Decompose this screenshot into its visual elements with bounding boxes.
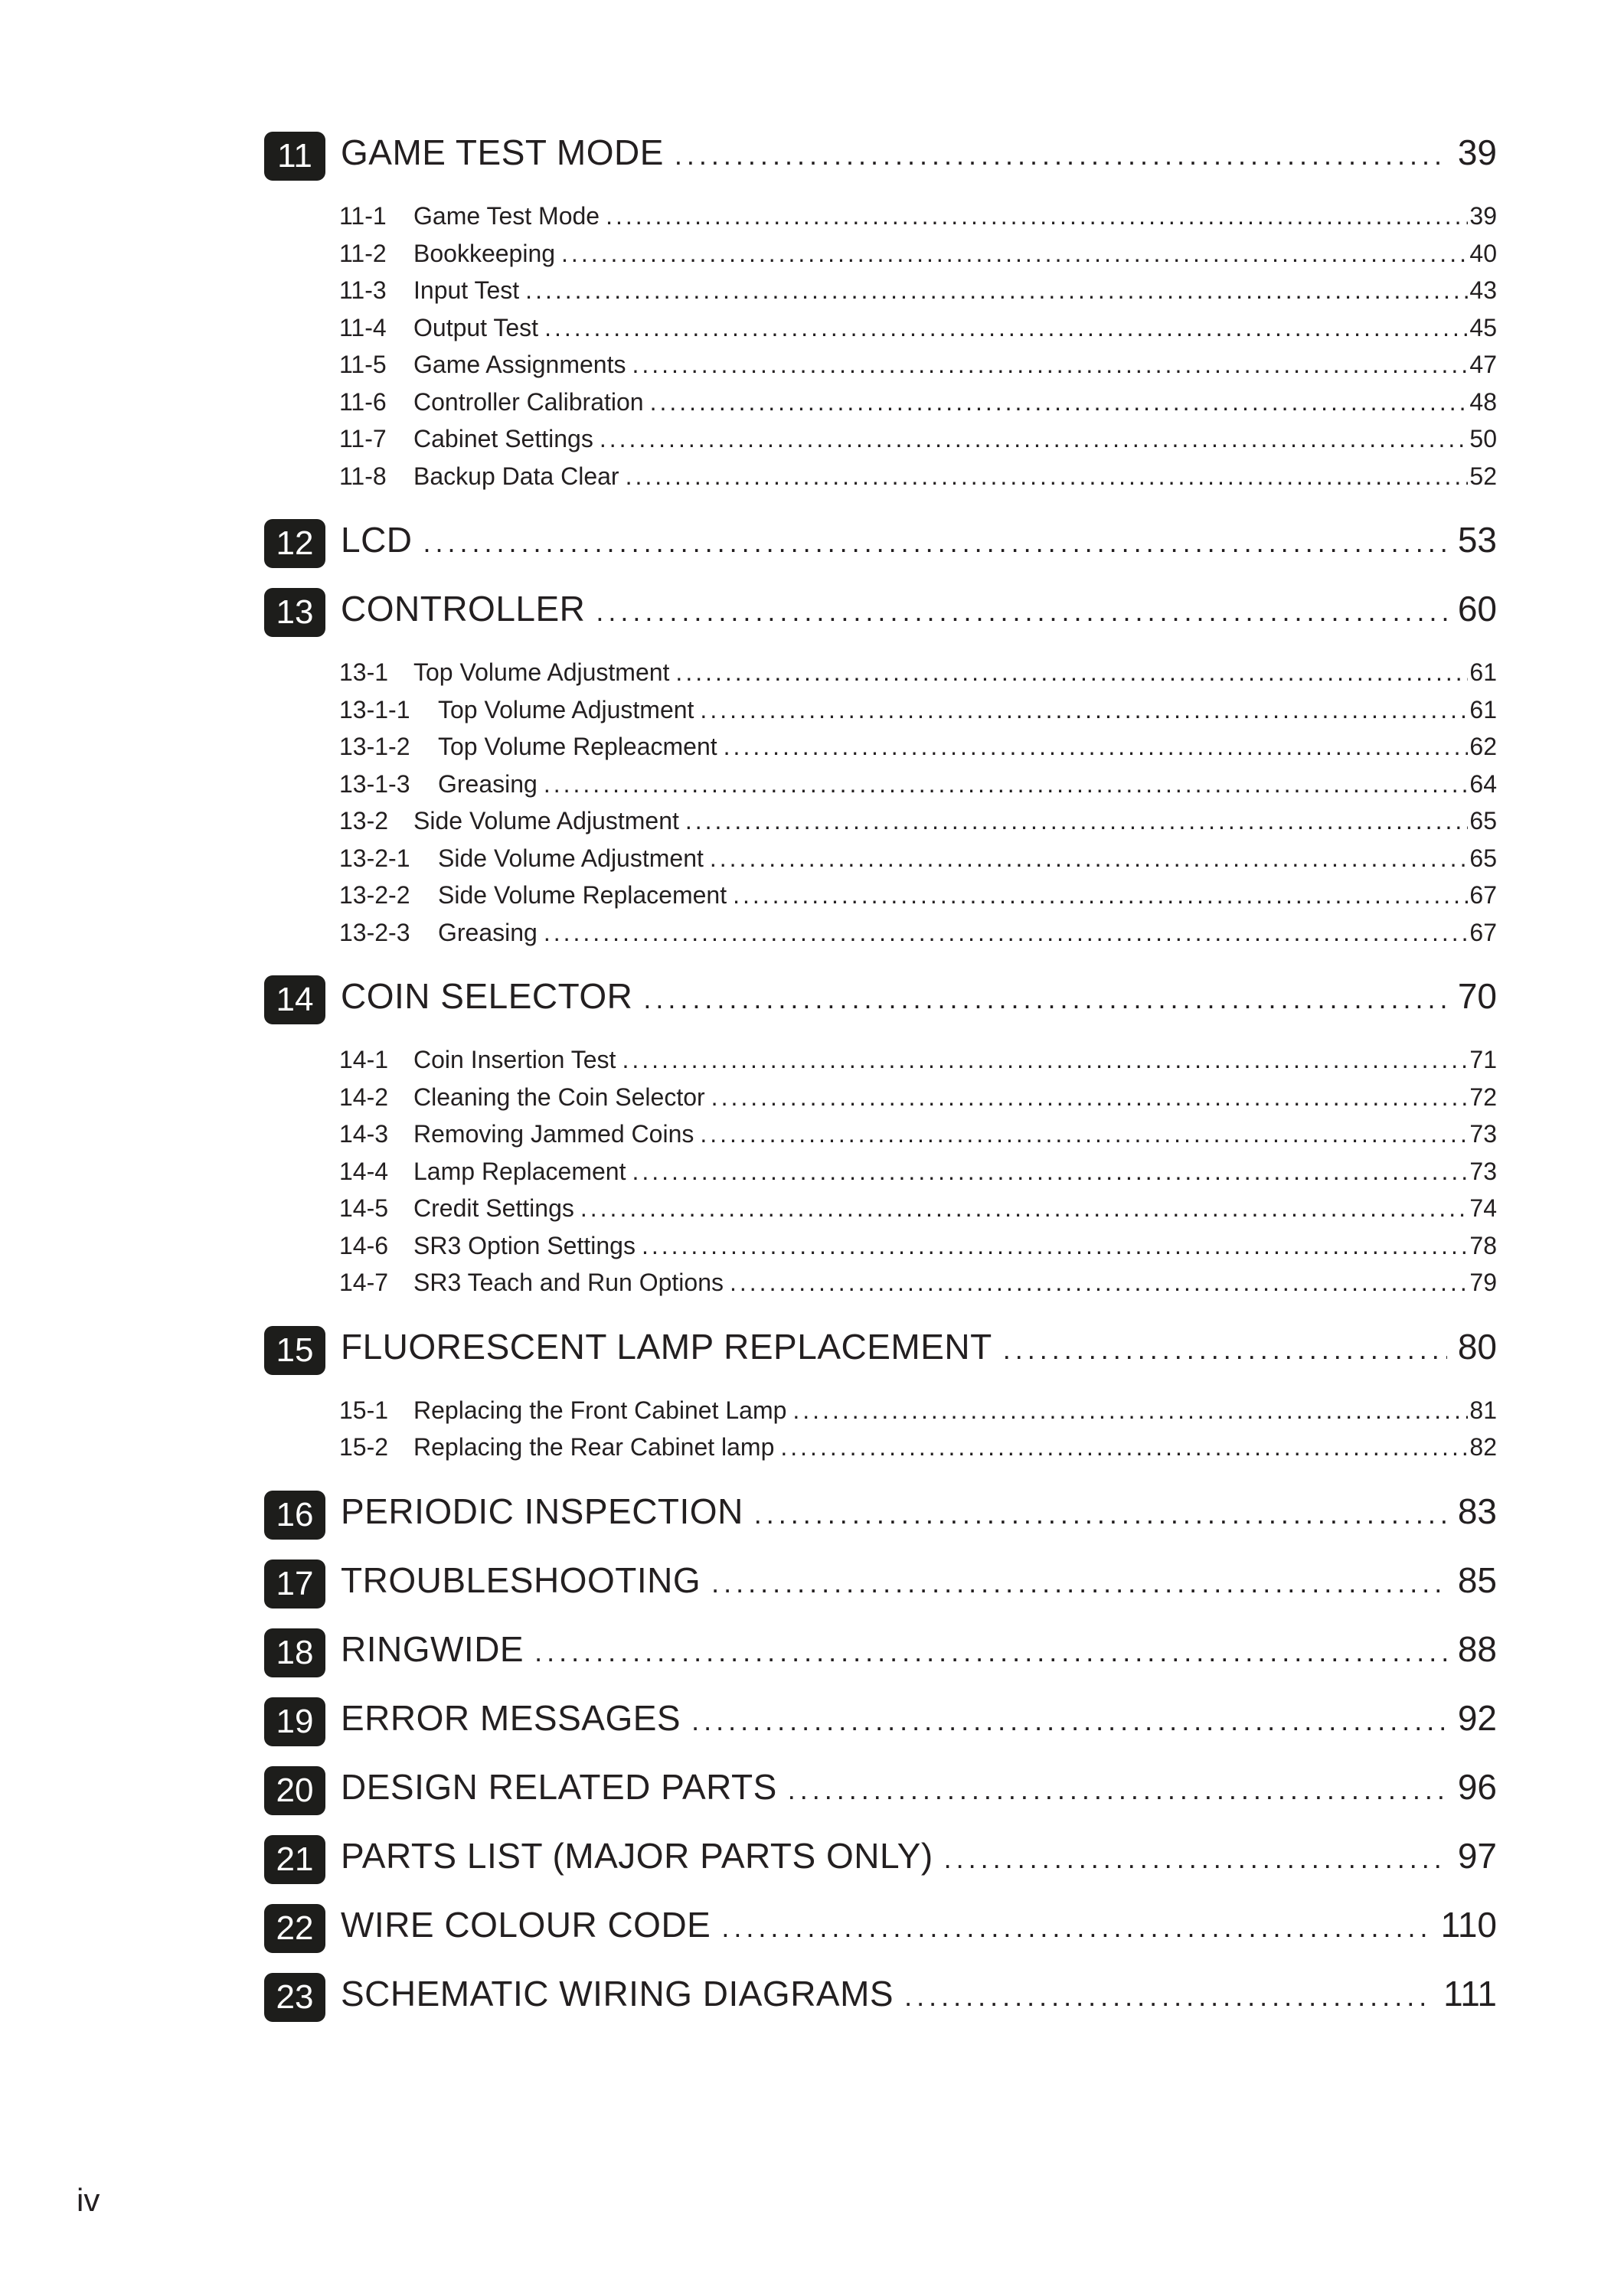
section-title: COIN SELECTOR bbox=[341, 976, 633, 1016]
toc-item bbox=[339, 1041, 1497, 1079]
section-title: WIRE COLOUR CODE bbox=[341, 1904, 711, 1945]
toc-section bbox=[264, 1904, 1497, 1953]
toc-section bbox=[264, 975, 1497, 1302]
toc-section-header bbox=[264, 975, 1497, 1024]
item-title: Replacing the Rear Cabinet lamp bbox=[413, 1433, 775, 1461]
toc-item bbox=[339, 802, 1497, 840]
section-page-number: 80 bbox=[1457, 1326, 1497, 1367]
item-number: 14-3 bbox=[339, 1120, 389, 1148]
toc-section-header bbox=[264, 519, 1497, 568]
dot-leader bbox=[644, 384, 1469, 421]
item-title: Lamp Replacement bbox=[413, 1157, 626, 1185]
toc-section-header bbox=[264, 1560, 1497, 1609]
item-number: 13-1-1 bbox=[339, 695, 410, 723]
dot-leader bbox=[681, 1705, 1447, 1737]
toc-items bbox=[264, 654, 1497, 951]
item-title: Backup Data Clear bbox=[413, 462, 619, 490]
dot-leader bbox=[574, 1190, 1469, 1227]
toc-items bbox=[264, 1392, 1497, 1466]
item-page-number: 71 bbox=[1469, 1046, 1497, 1073]
dot-leader bbox=[632, 983, 1446, 1015]
item-number: 15-2 bbox=[339, 1433, 389, 1461]
item-page-number: 73 bbox=[1469, 1120, 1497, 1148]
section-number-badge: 22 bbox=[264, 1904, 325, 1953]
section-page-number: 111 bbox=[1443, 1973, 1497, 2013]
item-title: Cabinet Settings bbox=[413, 425, 593, 452]
item-title: SR3 Teach and Run Options bbox=[413, 1269, 724, 1296]
dot-leader bbox=[519, 272, 1468, 309]
item-title: Top Volume Adjustment bbox=[438, 695, 694, 723]
dot-leader bbox=[679, 802, 1469, 840]
dot-leader bbox=[616, 1041, 1468, 1079]
toc-section bbox=[264, 1766, 1497, 1815]
item-page-number: 78 bbox=[1469, 1231, 1497, 1259]
item-number: 11-7 bbox=[339, 425, 387, 452]
item-title: Credit Settings bbox=[413, 1194, 574, 1222]
toc-item bbox=[339, 1190, 1497, 1227]
toc-item bbox=[339, 420, 1497, 458]
toc-section bbox=[264, 1973, 1497, 2022]
section-title: FLUORESCENT LAMP REPLACEMENT bbox=[341, 1326, 992, 1367]
section-page-number: 83 bbox=[1457, 1491, 1497, 1531]
dot-leader bbox=[717, 728, 1469, 766]
toc-section-header bbox=[264, 1766, 1497, 1815]
toc-item bbox=[339, 691, 1497, 729]
section-page-number: 85 bbox=[1457, 1560, 1497, 1600]
item-number: 13-1-3 bbox=[339, 769, 410, 798]
item-title: Coin Insertion Test bbox=[413, 1046, 616, 1073]
item-number: 11-5 bbox=[339, 351, 387, 378]
item-title: Bookkeeping bbox=[413, 239, 556, 267]
toc-section bbox=[264, 132, 1497, 495]
section-page-number: 53 bbox=[1457, 520, 1497, 560]
dot-leader bbox=[705, 1079, 1469, 1116]
toc-items bbox=[264, 198, 1497, 495]
toc-item bbox=[339, 654, 1497, 691]
dot-leader bbox=[724, 1264, 1468, 1302]
section-page-number: 97 bbox=[1457, 1835, 1497, 1876]
item-number: 11-8 bbox=[339, 462, 387, 490]
section-number-badge: 20 bbox=[264, 1766, 325, 1815]
item-number: 14-4 bbox=[339, 1157, 389, 1185]
dot-leader bbox=[636, 1227, 1468, 1265]
toc-section-header bbox=[264, 1491, 1497, 1540]
item-page-number: 62 bbox=[1469, 733, 1497, 760]
dot-leader bbox=[626, 1153, 1468, 1190]
section-number-badge: 14 bbox=[264, 975, 325, 1024]
section-page-number: 70 bbox=[1457, 976, 1497, 1016]
dot-leader bbox=[413, 527, 1447, 559]
toc-item bbox=[339, 272, 1497, 309]
item-title: Top Volume Adjustment bbox=[413, 658, 670, 686]
toc-item bbox=[339, 877, 1497, 914]
toc-item bbox=[339, 1227, 1497, 1265]
toc-section bbox=[264, 519, 1497, 568]
section-title: ERROR MESSAGES bbox=[341, 1697, 681, 1738]
item-number: 11-1 bbox=[339, 202, 387, 230]
item-page-number: 73 bbox=[1469, 1157, 1497, 1185]
toc-section bbox=[264, 1628, 1497, 1677]
item-title: Output Test bbox=[413, 313, 539, 341]
dot-leader bbox=[619, 458, 1469, 495]
toc-section bbox=[264, 588, 1497, 951]
dot-leader bbox=[777, 1774, 1447, 1806]
dot-leader bbox=[701, 1567, 1447, 1599]
item-title: Input Test bbox=[413, 276, 520, 304]
dot-leader bbox=[894, 1981, 1433, 2013]
item-number: 13-2-1 bbox=[339, 844, 410, 872]
item-title: Side Volume Replacement bbox=[438, 881, 727, 909]
dot-leader bbox=[727, 877, 1468, 914]
dot-leader bbox=[704, 840, 1469, 877]
dot-leader bbox=[694, 1115, 1468, 1153]
dot-leader bbox=[538, 914, 1469, 952]
dot-leader bbox=[992, 1334, 1447, 1366]
section-number-badge: 12 bbox=[264, 519, 325, 568]
item-number: 14-7 bbox=[339, 1269, 389, 1296]
toc-item bbox=[339, 458, 1497, 495]
item-number: 14-2 bbox=[339, 1083, 389, 1111]
toc-section bbox=[264, 1835, 1497, 1884]
item-page-number: 82 bbox=[1469, 1433, 1497, 1461]
item-page-number: 65 bbox=[1469, 807, 1497, 834]
dot-leader bbox=[669, 654, 1468, 691]
toc-item bbox=[339, 1153, 1497, 1190]
item-page-number: 65 bbox=[1469, 844, 1497, 872]
section-number-badge: 19 bbox=[264, 1697, 325, 1746]
item-number: 13-2-3 bbox=[339, 918, 410, 946]
toc-section-header bbox=[264, 1973, 1497, 2022]
item-number: 14-1 bbox=[339, 1046, 389, 1073]
dot-leader bbox=[524, 1636, 1447, 1668]
section-page-number: 88 bbox=[1457, 1628, 1497, 1669]
dot-leader bbox=[538, 766, 1469, 803]
dot-leader bbox=[626, 346, 1468, 384]
toc-item bbox=[339, 1429, 1497, 1466]
section-number-badge: 18 bbox=[264, 1628, 325, 1677]
item-page-number: 45 bbox=[1469, 313, 1497, 341]
section-title: PARTS LIST (MAJOR PARTS ONLY) bbox=[341, 1835, 933, 1876]
section-title: CONTROLLER bbox=[341, 589, 586, 629]
toc-items bbox=[264, 1041, 1497, 1302]
dot-leader bbox=[585, 596, 1446, 628]
item-title: Replacing the Front Cabinet Lamp bbox=[413, 1396, 787, 1424]
section-page-number: 110 bbox=[1440, 1904, 1497, 1945]
dot-leader bbox=[786, 1392, 1468, 1429]
dot-leader bbox=[711, 1912, 1430, 1944]
item-number: 13-2-2 bbox=[339, 881, 410, 909]
section-title: TROUBLESHOOTING bbox=[341, 1560, 701, 1600]
section-title: DESIGN RELATED PARTS bbox=[341, 1766, 777, 1807]
toc-section bbox=[264, 1560, 1497, 1609]
section-page-number: 92 bbox=[1457, 1697, 1497, 1738]
toc-content bbox=[264, 132, 1497, 2022]
dot-leader bbox=[555, 235, 1468, 273]
item-title: Game Test Mode bbox=[413, 202, 600, 230]
dot-leader bbox=[538, 309, 1468, 347]
item-title: SR3 Option Settings bbox=[413, 1231, 636, 1259]
item-number: 13-1 bbox=[339, 658, 389, 686]
toc-item bbox=[339, 1115, 1497, 1153]
toc-section bbox=[264, 1697, 1497, 1746]
toc-item bbox=[339, 309, 1497, 347]
item-page-number: 43 bbox=[1469, 276, 1497, 304]
item-number: 13-2 bbox=[339, 807, 389, 834]
toc-item bbox=[339, 1264, 1497, 1302]
item-page-number: 74 bbox=[1469, 1194, 1497, 1222]
item-page-number: 81 bbox=[1469, 1396, 1497, 1424]
item-page-number: 61 bbox=[1469, 658, 1497, 686]
dot-leader bbox=[933, 1843, 1447, 1875]
item-page-number: 67 bbox=[1469, 881, 1497, 909]
section-page-number: 96 bbox=[1457, 1766, 1497, 1807]
toc-section-header bbox=[264, 1835, 1497, 1884]
section-page-number: 60 bbox=[1457, 589, 1497, 629]
item-page-number: 40 bbox=[1469, 239, 1497, 267]
item-page-number: 39 bbox=[1469, 202, 1497, 230]
toc-item bbox=[339, 198, 1497, 235]
toc-item bbox=[339, 346, 1497, 384]
item-page-number: 48 bbox=[1469, 387, 1497, 416]
section-number-badge: 13 bbox=[264, 588, 325, 637]
item-number: 14-5 bbox=[339, 1194, 389, 1222]
item-page-number: 72 bbox=[1469, 1083, 1497, 1111]
dot-leader bbox=[593, 420, 1469, 458]
toc-section bbox=[264, 1491, 1497, 1540]
item-title: Greasing bbox=[438, 918, 538, 946]
dot-leader bbox=[600, 198, 1468, 235]
toc-item bbox=[339, 1079, 1497, 1116]
item-number: 15-1 bbox=[339, 1396, 389, 1424]
item-title: Removing Jammed Coins bbox=[413, 1120, 694, 1148]
section-number-badge: 11 bbox=[264, 132, 325, 181]
item-number: 13-1-2 bbox=[339, 733, 410, 760]
section-title: RINGWIDE bbox=[341, 1628, 524, 1669]
section-title: LCD bbox=[341, 520, 413, 560]
dot-leader bbox=[774, 1429, 1468, 1466]
section-number-badge: 17 bbox=[264, 1560, 325, 1609]
item-number: 11-2 bbox=[339, 239, 387, 267]
toc-section-header bbox=[264, 1697, 1497, 1746]
toc-item bbox=[339, 766, 1497, 803]
toc-section bbox=[264, 1326, 1497, 1466]
section-title: PERIODIC INSPECTION bbox=[341, 1491, 743, 1531]
toc-section-header bbox=[264, 132, 1497, 181]
section-number-badge: 21 bbox=[264, 1835, 325, 1884]
item-page-number: 52 bbox=[1469, 462, 1497, 490]
item-page-number: 61 bbox=[1469, 695, 1497, 723]
section-number-badge: 16 bbox=[264, 1491, 325, 1540]
section-title: GAME TEST MODE bbox=[341, 132, 664, 172]
section-number-badge: 15 bbox=[264, 1326, 325, 1375]
toc-item bbox=[339, 914, 1497, 952]
toc-section-header bbox=[264, 1326, 1497, 1375]
toc-item bbox=[339, 1392, 1497, 1429]
item-title: Side Volume Adjustment bbox=[438, 844, 704, 872]
page-number-footer: iv bbox=[77, 2182, 100, 2218]
toc-item bbox=[339, 384, 1497, 421]
toc-item bbox=[339, 728, 1497, 766]
item-title: Game Assignments bbox=[413, 351, 626, 378]
item-title: Controller Calibration bbox=[413, 387, 644, 416]
item-title: Greasing bbox=[438, 769, 538, 798]
item-page-number: 50 bbox=[1469, 425, 1497, 452]
toc-section-header bbox=[264, 1904, 1497, 1953]
item-page-number: 67 bbox=[1469, 918, 1497, 946]
section-title: SCHEMATIC WIRING DIAGRAMS bbox=[341, 1973, 894, 2013]
item-title: Cleaning the Coin Selector bbox=[413, 1083, 705, 1111]
dot-leader bbox=[694, 691, 1468, 729]
toc-section-header bbox=[264, 1628, 1497, 1677]
section-page-number: 39 bbox=[1457, 132, 1497, 172]
item-number: 14-6 bbox=[339, 1231, 389, 1259]
item-number: 11-3 bbox=[339, 276, 387, 304]
toc-item bbox=[339, 840, 1497, 877]
item-title: Side Volume Adjustment bbox=[413, 807, 679, 834]
toc-item bbox=[339, 235, 1497, 273]
dot-leader bbox=[664, 139, 1447, 171]
section-number-badge: 23 bbox=[264, 1973, 325, 2022]
dot-leader bbox=[743, 1498, 1447, 1530]
item-page-number: 64 bbox=[1469, 769, 1497, 798]
item-title: Top Volume Repleacment bbox=[438, 733, 717, 760]
item-page-number: 47 bbox=[1469, 351, 1497, 378]
item-page-number: 79 bbox=[1469, 1269, 1497, 1296]
toc-section-header bbox=[264, 588, 1497, 637]
item-number: 11-6 bbox=[339, 387, 387, 416]
item-number: 11-4 bbox=[339, 313, 387, 341]
